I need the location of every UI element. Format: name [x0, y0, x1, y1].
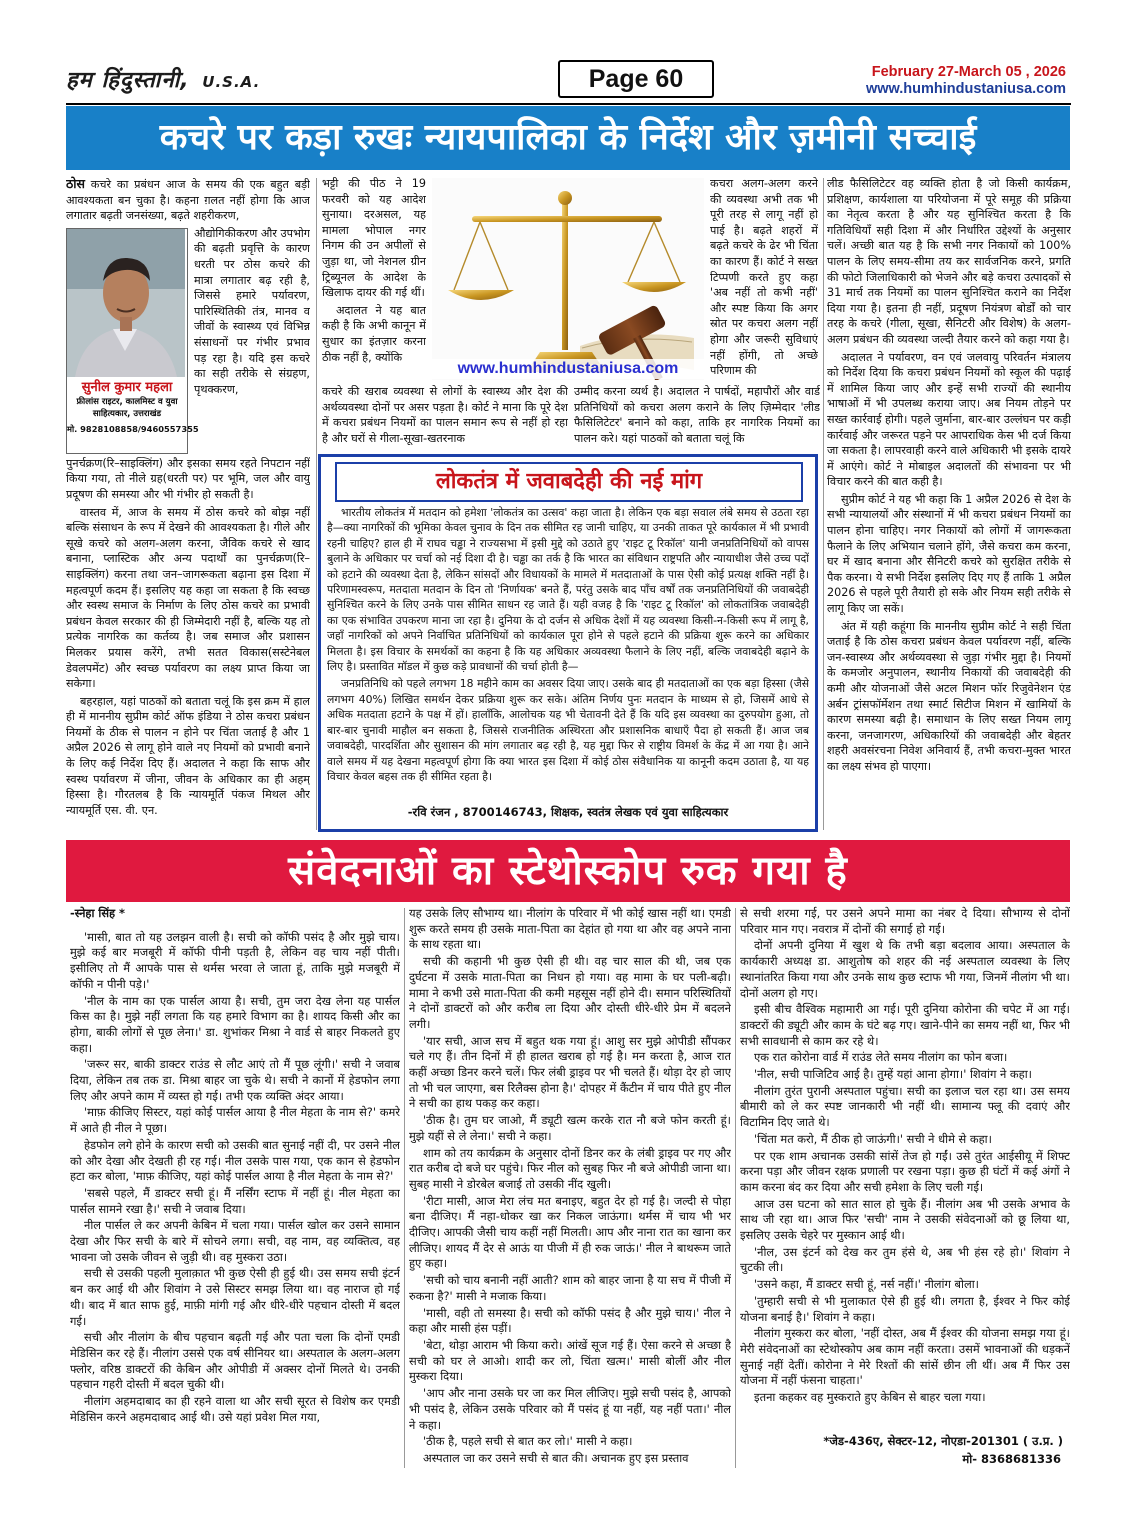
article1-column-1: [66, 176, 310, 836]
story-para: नीलांग अहमदाबाद का ही रहने वाला था और सची सूरत से विशेष कर एमडी मेडिसिन करने अहमदाबाद आई थी। उसे यहां प्रवेश मिल गया,: [70, 1394, 400, 1424]
story-para: नील पार्सल ले कर अपनी केबिन में चला गया। पार्सल खोल कर उसने सामान देखा और फिर सची के बारे में सोचने लगा। सची, वह नाम, वह व्यक्तित्व, वह भावना जो उसके जीवन से जुड़ी थी। वह मुस्करा उठा।: [70, 1218, 400, 1264]
article1-col4-para4: अंत में यही कहूंगा कि माननीय सुप्रीम कोर्ट ने सही चिंता जताई है कि ठोस कचरा प्रबंधन केवल पर्यावरण नहीं, बल्कि जन-स्वास्थ्य और अर्थव्यवस्था से जुड़ा गंभीर मुद्दा है। नियमों के कमजोर अनुपालन, स्थानीय निकायों की जवाबदेही की कमी और योजनाओं जैसे अटल मिशन फॉर रिजुवेनेशन एंड अर्बन ट्रांसफॉर्मेशन तथा स्मार्ट सिटीज मिशन में खामियों के कारण समस्या बढ़ी है। समाधान के लिए सख्त नियम लागू करना, जनजागरण, अधिकारियों की जवाबदेही और बेहतर शहरी अवसंरचना निवेश अनिवार्य हैं, तभी कचरा-मुक्त भारत का लक्ष्य संभव हो पाएगा।: [827, 619, 1071, 773]
story-para: 'माफ़ कीजिए सिस्टर, यहां कोई पार्सल आया है नील मेहता के नाम से?' कमरे में आते ही नील ने पूछा।: [70, 1105, 400, 1136]
article1-col4-para2: अदालत ने पर्यावरण, वन एवं जलवायु परिवर्तन मंत्रालय को निर्देश दिया कि कचरा प्रबंधन नियमों को स्कूल की पढ़ाई में शामिल किया जाए और इन्हें सभी राज्यों की स्थानीय भाषाओं में भी उपलब्ध कराया जाए। अब नियम तोड़ने पर सख्त कार्रवाई होगी। पहले जुर्माना, बार-बार उल्लंघन पर कड़ी कार्रवाई और जरूरत पड़ने पर आपराधिक केस भी दर्ज किया जा सकता है। लापरवाही करने वाले अधिकारी भी इसके दायरे में आएंगे। कोर्ट ने मोबाइल अदालतों की संभावना पर भी विचार करने की बात कही है।: [827, 350, 1071, 489]
author-photo: [67, 229, 185, 377]
article1-beside-photo: औद्योगिकीकरण और उपभोग की बढ़ती प्रवृत्ति के कारण धरती पर ठोस कचरे की मात्रा लगातार बढ़ रही है, जिससे हमारे पर्यावरण, पारिस्थितिकी तंत्र, मानव व जीवों के स्वास्थ्य एवं विभिन्न संसाधनों पर गंभीर प्रभाव पड़ रहा है। यदि इस कचरे का सही तरीके से संग्रहण, पृथक्करण,: [194, 226, 310, 396]
article1-wide-text-2: उम्मीद करना व्यर्थ है। अदालत ने पार्षदों, महापौरों और वार्ड प्रतिनिधियों को कचरा अलग कराने के लिए ज़िम्मेदार 'लीड फैसिलिटेटर' बनाने को कहा, ताकि हर नागरिक नियमों का पालन करे। यहां पाठकों को बताता चलूं कि: [574, 385, 820, 445]
brand-name-text: हम हिंदुस्तानी,: [66, 68, 190, 93]
article2-column-2: [409, 906, 731, 1474]
story-para: यह उसके लिए सौभाग्य था। नीलांग के परिवार में भी कोई खास नहीं था। एमडी शुरू करते समय ही उसके माता-पिता का देहांत हो गया था और वह अपने नाना के साथ रहता था।: [409, 906, 731, 952]
column-divider: [823, 178, 824, 830]
story-para: शाम को तय कार्यक्रम के अनुसार दोनों डिनर कर के लंबी ड्राइव पर गए और रात करीब दो बजे घर पहुंचे। फिर नील को सुबह फिर नौ बजे ओपीडी जाना था। सुबह मासी ने डोरबेल बजाई तो उसकी नींद खुली।: [409, 1145, 731, 1191]
article1-column-4: [827, 176, 1071, 836]
article1-col4-para3: सुप्रीम कोर्ट ने यह भी कहा कि 1 अप्रैल 2026 से देश के सभी न्यायालयों और संस्थानों में भी कचरा प्रबंधन नियमों का पालन होना चाहिए। नगर निकायों को लोगों में जागरूकता फैलाने के लिए अभियान चलाने होंगे, जैसे कचरा कम करना, घर में खाद बनाना और सैनिटरी कचरे को सुरक्षित तरीके से पैक करना। ये सभी निर्देश इसलिए दिए गए हैं ताकि 1 अप्रैल 2026 से पहले पूरी तैयारी हो सके और नियम सही तरीके से लागू किए जा सकें।: [827, 492, 1071, 616]
story-para: 'बेटा, थोड़ा आराम भी किया करो। आंखें सूज गई हैं। ऐसा करने से अच्छा है सची को घर ले आओ। शादी कर लो, चिंता खत्म।' मासी बोलीं और नील मुस्करा दिया।: [409, 1337, 731, 1384]
author-name: सुनील कुमार महला: [81, 379, 173, 395]
author-mobile: मो- 8368681336: [962, 1452, 1061, 1466]
justice-scale-image: [432, 178, 704, 380]
story-para: 'उसने कहा, मैं डाक्टर सची हूं, नर्स नहीं।' नीलांग बोला।: [754, 1277, 979, 1292]
editorial-title: लोकतंत्र में जवाबदेही की नई मांग: [335, 462, 803, 502]
article1-wide-text-1: कचरे की खराब व्यवस्था से लोगों के स्वास्थ्य और देश की अर्थव्यवस्था दोनों पर असर पड़ता है। कोर्ट ने माना कि पूरे देश में कचरा प्रबंधन नियमों का पालन समान रूप से नहीं हो रहा है और घरों से गीला-सूखा-खतरनाक: [322, 385, 568, 445]
story-para: 'रीटा मासी, आज मेरा लंच मत बनाइए, बहुत देर हो गई है। जल्दी से पोहा बना दीजिए। मैं नहा-धोकर खा कर निकल जाऊंगा। थर्मस में चाय भी भर दीजिए। आपकी जैसी चाय कहीं नहीं मिलती। आप और नाना रात का खाना कर लीजिए। शायद मैं देर से आऊं या पीजी में ही रुक जाऊं।' नील ने बाथरूम जाते हुए कहा।: [409, 1193, 731, 1271]
article2-column-1: [70, 906, 400, 1474]
brand-suffix: U.S.A.: [202, 73, 261, 91]
masthead: [66, 58, 1076, 102]
article1-column-3: [710, 176, 818, 382]
article1-intro: कचरे का प्रबंधन आज के समय की एक बहुत बड़ी आवश्यकता बन चुका है। कहना ग़लत नहीं होगा कि आज लगातार बढ़ती जनसंख्या, बढ़ते शहरीकरण,: [66, 178, 310, 223]
story-para: दोनों अपनी दुनिया में खुश थे कि तभी बड़ा बदलाव आया। अस्पताल के कार्यकारी अध्यक्ष डा. आशुतोष को शहर की नई अस्पताल व्यवस्था के लिए स्थानांतरित किया गया और उनके साथ कुछ स्टाफ भी गया, जिनमें नीलांग भी था। दोनों अलग हो गए।: [740, 938, 1070, 1000]
story-para: से सची शरमा गई, पर उसने अपने मामा का नंबर दे दिया। सौभाग्य से दोनों परिवार मान गए। नवरात्र में दोनों की सगाई हो गई।: [740, 906, 1070, 936]
article1-col2-para2: अदालत ने यह बात कही है कि अभी कानून में सुधार का इंतज़ार करना ठीक नहीं है, क्योंकि: [322, 303, 426, 364]
editorial-byline: -रवि रंजन , 8700146743, शिक्षक, स्वतंत्र लेखक एवं युवा साहित्यकार: [407, 805, 729, 819]
column-divider: [316, 178, 317, 830]
story-para: 'मासी, बात तो यह उलझन वाली है। सची को कॉफी पसंद है और मुझे चाय। मुझे कई बार मजबूरी में कॉफी पीनी पड़ती है, लेकिन वह चाय नहीं पीती। इसीलिए तो मैं आपके पास से थर्मस भरवा ले जाता हूं, ताकि मुझे मजबूरी में कॉफी न पीनी पड़े।': [70, 929, 400, 991]
story-para: इसी बीच वैश्विक महामारी आ गई। पूरी दुनिया कोरोना की चपेट में आ गई। डाक्टरों की ड्यूटी और काम के घंटे बढ़ गए। खाने-पीने का समय नहीं था, फिर भी सभी सावधानी से काम कर रहे थे।: [740, 1002, 1070, 1048]
story-para: 'नील, सची पाजिटिव आई है। तुम्हें यहां आना होगा।' शिवांग ने कहा।: [754, 1067, 1032, 1082]
article1-col1-para2: वास्तव में, आज के समय में ठोस कचरे को बोझ नहीं बल्कि संसाधन के रूप में देखने की आवश्यकता है। गीले और सूखे कचरे को अलग-अलग करना, जैविक कचरे से खाद बनाना, प्लास्टिक और अन्य पदार्थों का पुनर्चक्रण(रि–साइक्लिंग) करना तथा जन–जागरूकता बढ़ाना इस दिशा में महत्वपूर्ण कदम हैं। इसलिए यह कहा जा सकता है कि स्वच्छ और स्वस्थ समाज के निर्माण के लिए ठोस कचरे का प्रभावी प्रबंधन केवल सरकार की ही जिम्मेदारी नहीं है, बल्कि यह तो प्रत्येक नागरिक का कर्तव्य है। जब समाज और प्रशासन मिलकर प्रयास करेंगे, तभी सतत विकास(सस्टेनेबल डेवलपमेंट) और स्वच्छ पर्यावरण का लक्ष्य प्राप्त किया जा सकेगा।: [66, 505, 310, 691]
story-para: 'सची को चाय बनानी नहीं आती? शाम को बाहर जाना है या सच में पीजी में रुकना है?' मासी ने मजाक किया।: [409, 1273, 731, 1303]
story-para: अस्पताल जा कर उसने सची से बात की। अचानक हुए इस प्रस्ताव: [423, 1450, 689, 1465]
editorial-box: [318, 454, 818, 832]
story-para: नीलांग तुरंत पुरानी अस्पताल पहुंचा। सची का इलाज चल रहा था। उस समय बीमारी को ले कर स्पष्ट जानकारी भी नहीं थी। सामान्य फ्लू की दवाएं और विटामिन दिए जाते थे।: [740, 1083, 1070, 1130]
issue-date: February 27-March 05 , 2026: [871, 64, 1066, 80]
editorial-para1: भारतीय लोकतंत्र में मतदान को हमेशा 'लोकतंत्र का उत्सव' कहा जाता है। लेकिन एक बड़ा सवाल लंबे समय से उठता रहा है—क्या नागरिकों की भूमिका केवल चुनाव के दिन तक सीमित रह जानी चाहिए, या उनकी ताकत पूरे कार्यकाल में भी प्रभावी रहनी चाहिए? हाल ही में राघव चड्ढा ने राज्यसभा में इसी मुद्दे को उठाते हुए 'राइट टू रिकॉल' यानी जनप्रतिनिधियों को वापस बुलाने के अधिकार पर चर्चा को नई दिशा दी है। चड्ढा का तर्क है कि भारत का संविधान राष्ट्रपति और न्यायाधीश जैसे उच्च पदों को हटाने की व्यवस्था देता है, लेकिन सांसदों और विधायकों के मामले में मतदाताओं के पास ऐसी कोई प्रत्यक्ष शक्ति नहीं है। परिणामस्वरूप, मतदाता मतदान के दिन तो 'निर्णायक' बनते हैं, परंतु उसके बाद पाँच वर्षों तक जनप्रतिनिधियों की जवाबदेही सुनिश्चित करने के लिए उनके पास सीमित साधन रह जाते हैं। यही वजह है कि 'राइट टू रिकॉल' को लोकतांत्रिक जवाबदेही का एक संभावित उपकरण माना जा रहा है। दुनिया के दो दर्जन से अधिक देशों में यह व्यवस्था किसी-न-किसी रूप में लागू है, जहाँ नागरिकों को अपने निर्वाचित प्रतिनिधियों को कार्यकाल पूरा होने से पहले हटाने की प्रक्रिया शुरू करने का अधिकार मिलता है। इस विचार के समर्थकों का कहना है कि यह अधिकार अव्यवस्था फैलाने के लिए नहीं, बल्कि जवाबदेही बढ़ाने के लिए है। प्रस्तावित मॉडल में कुछ कड़े प्रावधानों की चर्चा होती है—: [327, 506, 809, 674]
story-para: एक रात कोरोना वार्ड में राउंड लेते समय नीलांग का फोन बजा।: [754, 1050, 1008, 1065]
page-number-badge: [558, 60, 714, 98]
story-para: 'ठीक है, पहले सची से बात कर लो।' मासी ने कहा।: [423, 1434, 633, 1449]
column-divider: [735, 908, 736, 1468]
article1-headline-bar: [66, 106, 1070, 170]
article2-author: -स्नेहा सिंह *: [70, 906, 125, 920]
article2-column-3: [740, 906, 1070, 1434]
article1-col3-para1: कचरा अलग-अलग करने की व्यवस्था अभी तक भी पूरी तरह से लागू नहीं हो पाई है। बढ़ते शहरों में बढ़ते कचरे के ढेर भी चिंता का कारण हैं। कोर्ट ने सख्त टिप्पणी करते हुए कहा 'अब नहीं तो कभी नहीं' और स्पष्ट किया कि अगर स्रोत पर कचरा अलग नहीं होगा और जरूरी सुविधाएं नहीं होंगी, तो अच्छे परिणाम की: [710, 177, 818, 378]
story-para: सची और नीलांग के बीच पहचान बढ़ती गई और पता चला कि दोनों एमडी मेडिसिन कर रहे हैं। नीलांग उससे एक वर्ष सीनियर था। अस्पताल के अलग-अलग फ्लोर, वरिष्ठ डाक्टरों की केबिन और ओपीडी में अक्सर दोनों मिलते थे। उनकी पहचान गहरी दोस्ती में बदल चुकी थी।: [70, 1330, 400, 1392]
brand-name: [66, 64, 260, 94]
article1-column-2: [322, 176, 426, 382]
article2-headline-bar: [66, 840, 1070, 902]
author-photo-box: [66, 228, 199, 454]
author-role: फ्रीलांस राइटर, कालमिस्ट व युवा साहित्यकार, उत्तराखंड: [76, 396, 178, 419]
story-para: हेडफोन लगे होने के कारण सची को उसकी बात सुनाई नहीं दी, पर उसने नील को और देखा और देखती ही रह गई। नील उसके पास गया, एक कान से हेडफोन हटा कर बोला, 'माफ़ कीजिए, यहां कोई पार्सल आया है नील मेहता के नाम से?': [70, 1137, 400, 1184]
article1-wide-row-left: [322, 384, 568, 448]
image-watermark: www.humhindustaniusa.com: [432, 359, 704, 379]
article1-headline: कचरे पर कड़ा रुखः न्यायपालिका के निर्देश और ज़मीनी सच्चाई: [159, 117, 977, 158]
article1-col2-para1: भट्टी की पीठ ने 19 फरवरी को यह आदेश सुनाया। दरअसल, यह मामला भोपाल नगर निगम की उन अपीलों से जुड़ा था, जो नेशनल ग्रीन ट्रिब्यूनल के आदेश के खिलाफ दायर की गई थीं।: [322, 177, 426, 300]
author-address: *जेड-436ए, सेक्टर-12, नोएडा-201301 ( उ.प्र. ): [823, 1434, 1063, 1448]
story-para: सची की कहानी भी कुछ ऐसी ही थी। वह चार साल की थी, जब एक दुर्घटना में उसके माता-पिता का निधन हो गया। वह मामा के घर पली-बढ़ी। मामा ने कभी उसे माता-पिता की कमी महसूस नहीं होने दी। समान परिस्थितियों ने दोनों डाक्टरों को और करीब ला दिया और दोस्ती धीरे-धीरे प्रेम में बदलने लगी।: [409, 954, 731, 1031]
story-para: 'जरूर सर, बाकी डाक्टर राउंड से लौट आएं तो मैं पूछ लूंगी।' सची ने जवाब दिया, लेकिन तब तक डा. मिश्रा बाहर जा चुके थे। सची ने कानों में हेडफोन लगा लिए और अपने काम में व्यस्त हो गई। तभी एक व्यक्ति अंदर आया।: [70, 1057, 400, 1103]
article1-col1-para1: पुनर्चक्रण(रि–साइक्लिंग) और इसका समय रहते निपटान नहीं किया गया, तो नीले ग्रह(धरती पर) पर भूमि, जल और वायु प्रदूषण की समस्या और भी गंभीर हो सकती है।: [66, 456, 310, 501]
masthead-divider: [66, 103, 1071, 105]
editorial-body: [327, 505, 809, 793]
page-number-label: Page 60: [588, 65, 684, 93]
column-divider: [404, 908, 405, 1468]
article1-lead-word: ठोस: [66, 176, 85, 191]
story-para: 'ठीक है। तुम घर जाओ, मैं ड्यूटी खत्म करके रात नौ बजे फोन करती हूं। मुझे यहीं से ले लेना।' सची ने कहा।: [409, 1113, 731, 1143]
author-phone: मो. 9828108858/9460557355: [67, 423, 199, 434]
article1-col4-para1: लीड फैसिलिटेटर वह व्यक्ति होता है जो किसी कार्यक्रम, प्रशिक्षण, कार्यशाला या परियोजना में पूरे समूह की प्रक्रिया का नेतृत्व करता है और यह सुनिश्चित करता है कि गतिविधियाँ सही दिशा में और निर्धारित उद्देश्यों के अनुसार चलें। अच्छी बात यह है कि सभी नगर निकायों को 100% पालन के लिए समय-सीमा तय कर सार्वजनिक करने, प्रगति की फोटो जिलाधिकारी को भेजने और बड़े कचरा उत्पादकों से 31 मार्च तक नियमों का पालन सुनिश्चित कराने का निर्देश दिया गया है। इतना ही नहीं, प्रदूषण नियंत्रण बोर्डों को चार तरह के कचरे (गीला, सूखा, सैनिटरी और विशेष) के अलग-अलग प्रबंधन की व्यवस्था जल्दी तैयार करने को कहा गया है।: [827, 177, 1071, 346]
story-para: आज उस घटना को सात साल हो चुके हैं। नीलांग अब भी उसके अभाव के साथ जी रहा था। आज फिर 'सची' नाम ने उसकी संवेदनाओं को छू लिया था, इसलिए उसके चेहरे पर मुस्कान आई थी।: [740, 1196, 1070, 1243]
story-para: 'तुम्हारी सची से भी मुलाकात ऐसे ही हुई थी। लगता है, ईश्वर ने फिर कोई योजना बनाई है।' शिवांग ने कहा।: [740, 1293, 1070, 1324]
story-para: 'चिंता मत करो, मैं ठीक हो जाऊंगी।' सची ने धीमे से कहा।: [754, 1131, 992, 1146]
story-para: 'मासी, वही तो समस्या है। सची को कॉफी पसंद है और मुझे चाय।' नील ने कहा और मासी हंस पड़ीं।: [409, 1305, 731, 1336]
article2-headline: संवेदनाओं का स्टेथोस्कोप रुक गया है: [288, 848, 848, 894]
story-para: पर एक शाम अचानक उसकी सांसें तेज हो गईं। उसे तुरंत आईसीयू में शिफ्ट करना पड़ा और जीवन रक्षक प्रणाली पर रखना पड़ा। कुछ ही घंटों में कई अंगों ने काम करना बंद कर दिया और सची हमेशा के लिए चली गई।: [740, 1148, 1070, 1194]
story-para: 'आप और नाना उसके घर जा कर मिल लीजिए। मुझे सची पसंद है, आपको भी पसंद है, लेकिन उसके परिवार को मैं पसंद हूं या नहीं, यह नहीं पता।' नील ने कहा।: [409, 1386, 731, 1432]
scales-and-gavel-illustration: [432, 178, 704, 380]
story-para: नीलांग मुस्करा कर बोला, 'नहीं दोस्त, अब मैं ईश्वर की योजना समझ गया हूं। मेरी संवेदनाओं का स्टेथोस्कोप अब काम नहीं करता। उसमें भावनाओं की धड़कनें सुनाई नहीं देतीं। कोरोना ने मेरे रिश्तों की सांसें छीन ली थीं। अब मैं फिर उस योजना में नहीं फंसना चाहता।': [740, 1326, 1070, 1388]
article1-col1-para3: बहरहाल, यहां पाठकों को बताता चलूं कि इस क्रम में हाल ही में माननीय सुप्रीम कोर्ट ऑफ इंडिया ने ठोस कचरा प्रबंधन नियमों के ठीक से पालन न होने पर चिंता जताई है और 1 अप्रैल 2026 से लागू होने वाले नए नियमों को प्रभावी बनाने के लिए कई निर्देश दिए हैं। अदालत ने कहा कि साफ और स्वस्थ पर्यावरण में जीना, जीवन के अधिकार का ही अहम् हिस्सा है। गौरतलब है कि न्यायमूर्ति पंकज मिथल और न्यायमूर्ति एस. वी. एन.: [66, 694, 310, 817]
story-para: 'यार सची, आज सच में बहुत थक गया हूं। आशु सर मुझे ओपीडी सौंपकर चले गए हैं। तीन दिनों में ही हालत खराब हो गई है। मन करता है, आज रात कहीं अच्छा डिनर करने चलें। फिर लंबी ड्राइव पर भी चलते हैं। थोड़ा देर हो जाए तो भी चल जाएगा, बस रिलैक्स होना है।' दोपहर में कैंटीन में चाय पीते हुए नील ने सची का हाथ पकड़ कर कहा।: [409, 1033, 731, 1111]
article1-wide-row-right: [574, 384, 820, 448]
story-para: 'नील, उस इंटर्न को देख कर तुम हंसे थे, अब भी हंस रहे हो।' शिवांग ने चुटकी ली।: [740, 1244, 1070, 1275]
story-para: इतना कहकर वह मुस्कराते हुए केबिन से बाहर चला गया।: [754, 1390, 986, 1405]
story-para: 'सबसे पहले, मैं डाक्टर सची हूं। मैं नर्सिंग स्टाफ में नहीं हूं। नील मेहता का पार्सल सामने रखा है।' सची ने जवाब दिया।: [70, 1185, 400, 1216]
story-para: 'नील के नाम का एक पार्सल आया है। सची, तुम जरा देख लेना यह पार्सल किस का है। मुझे नहीं लगता कि यह हमारे विभाग का है। शायद किसी और का होगा, बाकी लोगों से पूछ लेना।' डा. शुभांकर मिश्रा ने वार्ड से बाहर निकलते हुए कहा।: [70, 993, 400, 1055]
editorial-para2: जनप्रतिनिधि को पहले लगभग 18 महीने काम का अवसर दिया जाए। उसके बाद ही मतदाताओं का एक बड़ा हिस्सा (जैसे लगभग 40%) लिखित समर्थन देकर प्रक्रिया शुरू कर सके। अंतिम निर्णय पुनः मतदान के माध्यम से हो, जिसमें आधे से अधिक मतदाता हटाने के पक्ष में हों। हालाँकि, आलोचक यह भी चेतावनी देते हैं कि यदि इस व्यवस्था का दुरुपयोग हुआ, तो बार-बार चुनावी माहौल बन सकता है, जिससे राजनीतिक अस्थिरता और प्रशासनिक बाधाएँ पैदा हो सकती हैं। आज जब जवाबदेही, पारदर्शिता और सुशासन की मांग लगातार बढ़ रही है, यह मुद्दा फिर से राष्ट्रीय विमर्श के केंद्र में आ गया है। आने वाले समय में यह देखना महत्वपूर्ण होगा कि क्या भारत इस दिशा में कोई ठोस संवैधानिक या कानूनी कदम उठाता है, या यह विचार केवल बहस तक ही सीमित रहता है।: [327, 677, 809, 783]
website-link[interactable]: www.humhindustaniusa.com: [865, 81, 1066, 97]
story-para: सची से उसकी पहली मुलाक़ात भी कुछ ऐसी ही हुई थी। उस समय सची इंटर्न बन कर आई थी और शिवांग ने उसे सिस्टर समझ लिया था। वह नाराज हो गई थी। बाद में बात साफ हुई, माफ़ी मांगी गई और धीरे-धीरे पहचान दोस्ती में बदल गई।: [70, 1266, 400, 1328]
